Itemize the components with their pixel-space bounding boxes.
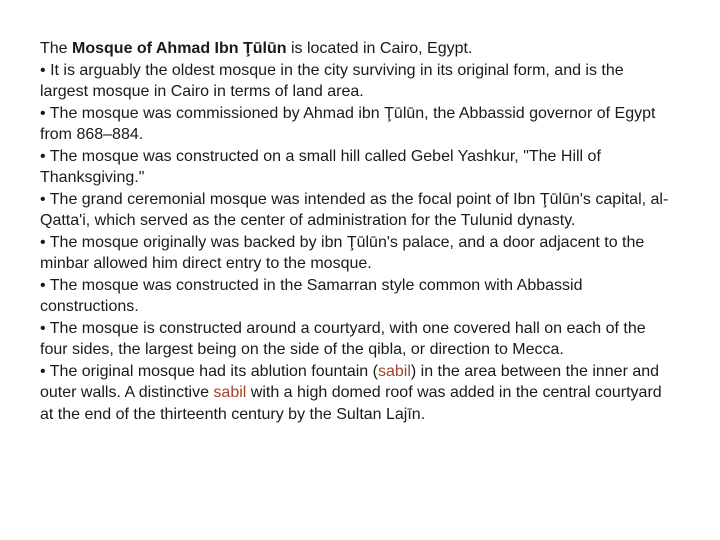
bullet-item bbox=[40, 103, 670, 146]
last-bullet-part3: with a high domed roof was added in the central courtyard at the end of the thirteenth century by the Sultan Lajīn. bbox=[40, 384, 662, 423]
sabil-term: sabil bbox=[377, 362, 411, 380]
bullet-item bbox=[40, 189, 670, 232]
last-bullet-part2: ) in the area between the inner and outer walls. A distinctive bbox=[40, 362, 660, 401]
last-bullet-part1: The original mosque had its ablution fountain ( bbox=[49, 362, 378, 380]
bullet-icon: • bbox=[40, 104, 46, 122]
bullet-icon: • bbox=[40, 147, 46, 165]
bullet-icon: • bbox=[40, 190, 46, 208]
bullet-icon: • bbox=[40, 61, 46, 79]
bullet-text: The mosque is constructed around a courtyard, with one covered hall on each of the four sides, the largest being on the side of the qibla, or direction to Mecca. bbox=[40, 319, 646, 358]
mosque-name: Mosque of Ahmad Ibn Ţūlūn bbox=[72, 40, 287, 57]
bullet-item bbox=[40, 318, 670, 361]
bullet-item-last bbox=[40, 361, 670, 426]
document-body bbox=[40, 38, 670, 425]
intro-paragraph bbox=[40, 38, 670, 60]
bullet-text: The mosque originally was backed by ibn Ţūlūn's palace, and a door adjacent to the minbar allowed him direct entry to the mosque. bbox=[40, 233, 645, 272]
bullet-item bbox=[40, 60, 670, 103]
sabil-term-2: sabil bbox=[213, 384, 247, 401]
bullet-text: It is arguably the oldest mosque in the city surviving in its original form, and is the largest mosque in Cairo in terms of land area. bbox=[40, 61, 624, 100]
bullet-item bbox=[40, 275, 670, 318]
intro-prefix: The bbox=[40, 40, 73, 57]
bullet-text: The grand ceremonial mosque was intended as the focal point of Ibn Ţūlūn's capital, al-Qatta'i, which served as the center of administration for the Tulunid dynasty. bbox=[40, 190, 669, 229]
bullet-item bbox=[40, 146, 670, 189]
intro-suffix: is located in Cairo, Egypt. bbox=[286, 40, 473, 57]
bullet-item bbox=[40, 232, 670, 275]
bullet-text: The mosque was constructed on a small hill called Gebel Yashkur, "The Hill of Thanksgiving." bbox=[40, 147, 601, 186]
bullet-icon: • bbox=[40, 276, 46, 294]
bullet-text: The mosque was commissioned by Ahmad ibn Ţūlūn, the Abbassid governor of Egypt from 868–884. bbox=[40, 104, 656, 143]
bullet-icon: • bbox=[40, 233, 46, 251]
bullet-text: The mosque was constructed in the Samarran style common with Abbassid constructions. bbox=[40, 276, 583, 315]
bullet-icon: • bbox=[40, 319, 46, 337]
bullet-icon: • bbox=[40, 362, 46, 380]
